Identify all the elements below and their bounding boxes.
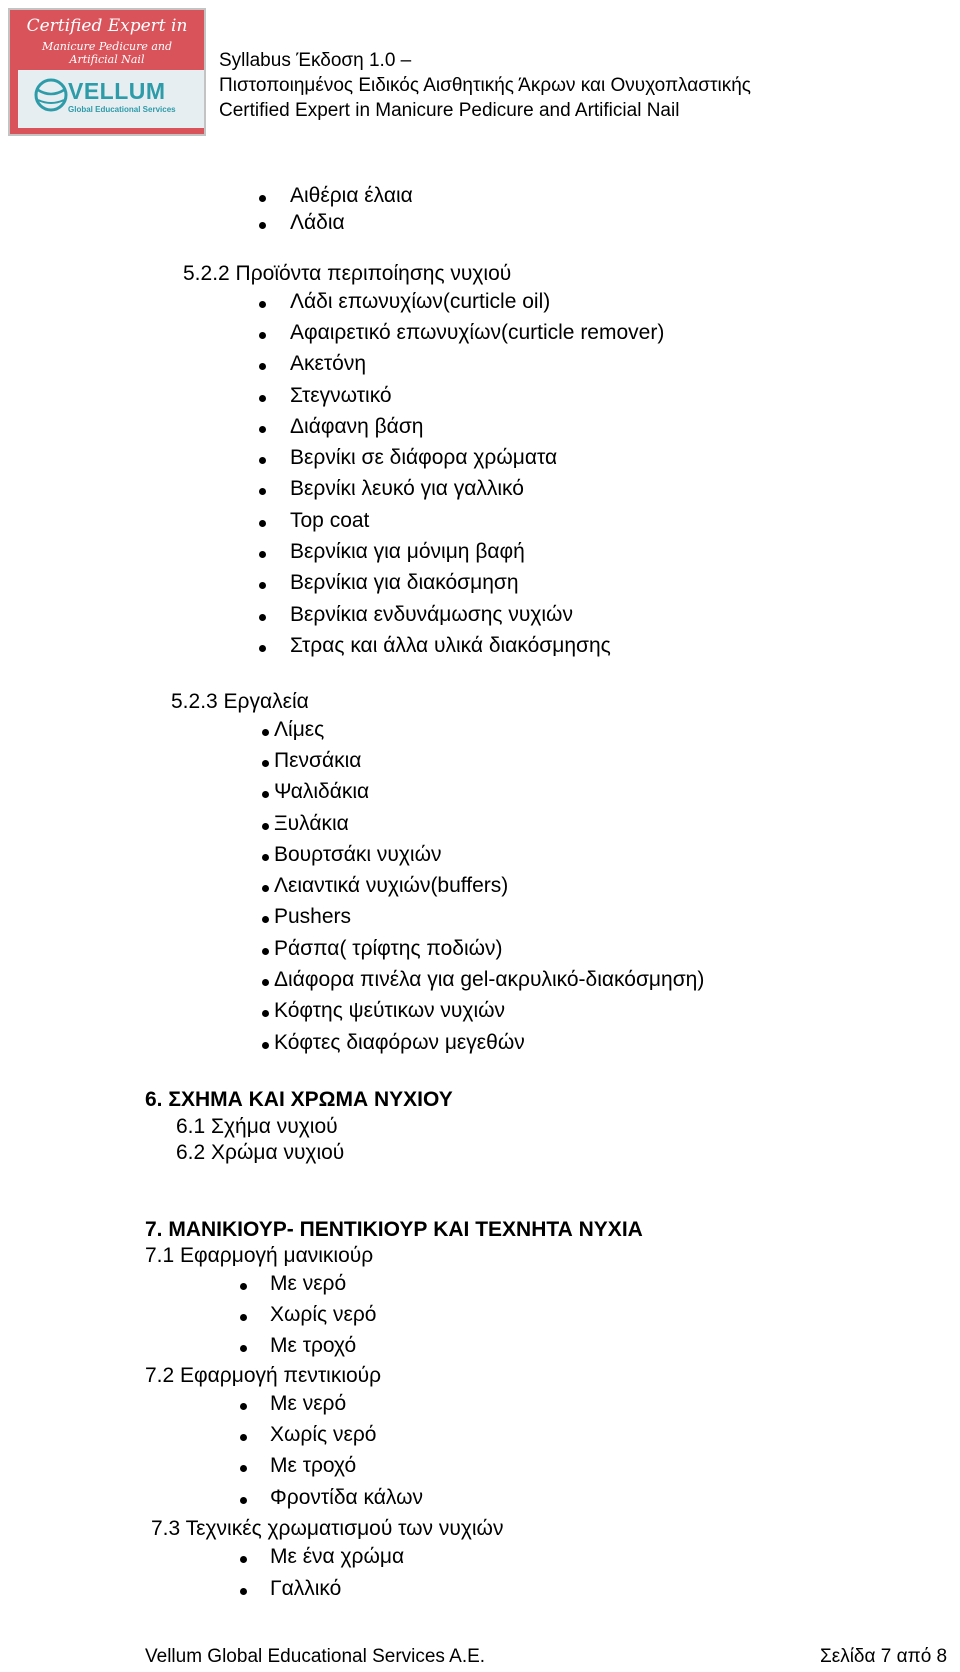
list-item: Αιθέρια έλαια: [290, 184, 413, 207]
header-title-greek: Πιστοποιημένος Ειδικός Αισθητικής Άκρων και Ονυχοπλαστικής: [219, 75, 751, 96]
list-item: Με νερό: [270, 1392, 347, 1415]
bullet-icon: [259, 222, 266, 229]
bullet-icon: [259, 426, 266, 433]
bullet-icon: [240, 1588, 247, 1595]
bullet-icon: [262, 948, 269, 955]
logo-banner: [10, 10, 204, 70]
list-item: Στρας και άλλα υλικά διακόσμησης: [290, 634, 611, 657]
list-item: Λειαντικά νυχιών(buffers): [274, 874, 509, 897]
bullet-icon: [240, 1556, 247, 1563]
bullet-icon: [259, 551, 266, 558]
list-item: Κόφτες διαφόρων μεγεθών: [274, 1031, 525, 1054]
bullet-icon: [259, 457, 266, 464]
list-item: Πενσάκια: [274, 749, 362, 772]
logo-line-1: Certified Expert in: [26, 16, 188, 36]
vellum-logo: [8, 8, 206, 136]
footer-company: Vellum Global Educational Services A.E.: [145, 1646, 486, 1667]
logo-brand-name: VELLUM: [68, 78, 166, 104]
document-header: [219, 48, 751, 123]
bullet-icon: [262, 760, 269, 767]
bullet-icon: [259, 614, 266, 621]
list-item: Βερνίκια για μόνιμη βαφή: [290, 540, 525, 563]
list-item: Φροντίδα κάλων: [270, 1486, 423, 1509]
logo-brand-subtitle: Global Educational Services: [68, 105, 176, 114]
list-item: Με ένα χρώμα: [270, 1545, 405, 1568]
header-syllabus-version: Syllabus Έκδοση 1.0 –: [219, 50, 412, 71]
list-item: Βερνίκι σε διάφορα χρώματα: [290, 446, 558, 469]
bullet-icon: [259, 395, 266, 402]
bullet-icon: [240, 1465, 247, 1472]
bullet-icon: [262, 823, 269, 830]
bullet-icon: [240, 1434, 247, 1441]
list-item: Ψαλιδάκια: [274, 780, 370, 803]
bullet-icon: [262, 729, 269, 736]
bullet-icon: [240, 1314, 247, 1321]
logo-brand-area: [10, 70, 204, 134]
globe-icon: [32, 76, 70, 114]
bullet-icon: [262, 979, 269, 986]
subsection-7-2: 7.2 Εφαρμογή πεντικιούρ: [145, 1364, 382, 1387]
list-item: Λάδι επωνυχίων(curticle oil): [290, 290, 551, 313]
section-heading-7: 7. ΜΑΝΙΚΙΟΥΡ- ΠΕΝΤΙΚΙΟΥΡ ΚΑΙ ΤΕΧΝΗΤΑ ΝΥΧΙΑ: [145, 1218, 643, 1241]
list-item: Top coat: [290, 509, 370, 532]
bullet-icon: [262, 916, 269, 923]
bullet-icon: [262, 885, 269, 892]
header-title-english: Certified Expert in Manicure Pedicure and Artificial Nail: [219, 100, 680, 121]
list-item: Χωρίς νερό: [270, 1423, 377, 1446]
list-item: Με τροχό: [270, 1334, 357, 1357]
bullet-icon: [259, 645, 266, 652]
list-item: Γαλλικό: [270, 1577, 342, 1600]
bullet-icon: [259, 332, 266, 339]
bullet-icon: [262, 854, 269, 861]
section-heading-5-2-3: 5.2.3 Εργαλεία: [171, 690, 309, 713]
list-item: Βερνίκι λευκό για γαλλικό: [290, 477, 524, 500]
subsection-6-1: 6.1 Σχήμα νυχιού: [176, 1115, 338, 1138]
list-item: Λάδια: [290, 211, 345, 234]
bullet-icon: [259, 363, 266, 370]
bullet-icon: [259, 301, 266, 308]
subsection-7-3: 7.3 Τεχνικές χρωματισμού των νυχιών: [151, 1517, 504, 1540]
bullet-icon: [240, 1497, 247, 1504]
list-item: Βερνίκια για διακόσμηση: [290, 571, 519, 594]
list-item: Ράσπα( τρίφτης ποδιών): [274, 937, 503, 960]
list-item: Με νερό: [270, 1272, 347, 1295]
bullet-icon: [240, 1403, 247, 1410]
list-item: Χωρίς νερό: [270, 1303, 377, 1326]
bullet-icon: [262, 1042, 269, 1049]
list-item: Κόφτης ψεύτικων νυχιών: [274, 999, 505, 1022]
subsection-7-1: 7.1 Εφαρμογή μανικιούρ: [145, 1244, 374, 1267]
footer-page-number: Σελίδα 7 από 8: [820, 1646, 948, 1667]
bullet-icon: [262, 791, 269, 798]
list-item: Ξυλάκια: [274, 812, 349, 835]
list-item: Βερνίκια ενδυνάμωσης νυχιών: [290, 603, 573, 626]
bullet-icon: [259, 520, 266, 527]
list-item: Διάφανη βάση: [290, 415, 424, 438]
list-item: Βουρτσάκι νυχιών: [274, 843, 442, 866]
subsection-6-2: 6.2 Χρώμα νυχιού: [176, 1141, 345, 1164]
bullet-icon: [259, 195, 266, 202]
section-heading-5-2-2: 5.2.2 Προϊόντα περιποίησης νυχιού: [183, 262, 512, 285]
list-item: Αφαιρετικό επωνυχίων(curticle remover): [290, 321, 665, 344]
list-item: Διάφορα πινέλα για gel-ακρυλικό-διακόσμηση): [274, 968, 705, 991]
list-item: Με τροχό: [270, 1454, 357, 1477]
bullet-icon: [240, 1345, 247, 1352]
list-item: Ακετόνη: [290, 352, 367, 375]
list-item: Λίμες: [274, 718, 325, 741]
list-item: Pushers: [274, 905, 352, 928]
section-heading-6: 6. ΣΧΗΜΑ ΚΑΙ ΧΡΩΜΑ ΝΥΧΙΟΥ: [145, 1088, 453, 1111]
logo-line-2: Manicure Pedicure and: [41, 40, 173, 53]
bullet-icon: [262, 1010, 269, 1017]
bullet-icon: [259, 488, 266, 495]
bullet-icon: [259, 582, 266, 589]
logo-line-3: Artificial Nail: [69, 53, 145, 66]
list-item: Στεγνωτικό: [290, 384, 392, 407]
bullet-icon: [240, 1283, 247, 1290]
